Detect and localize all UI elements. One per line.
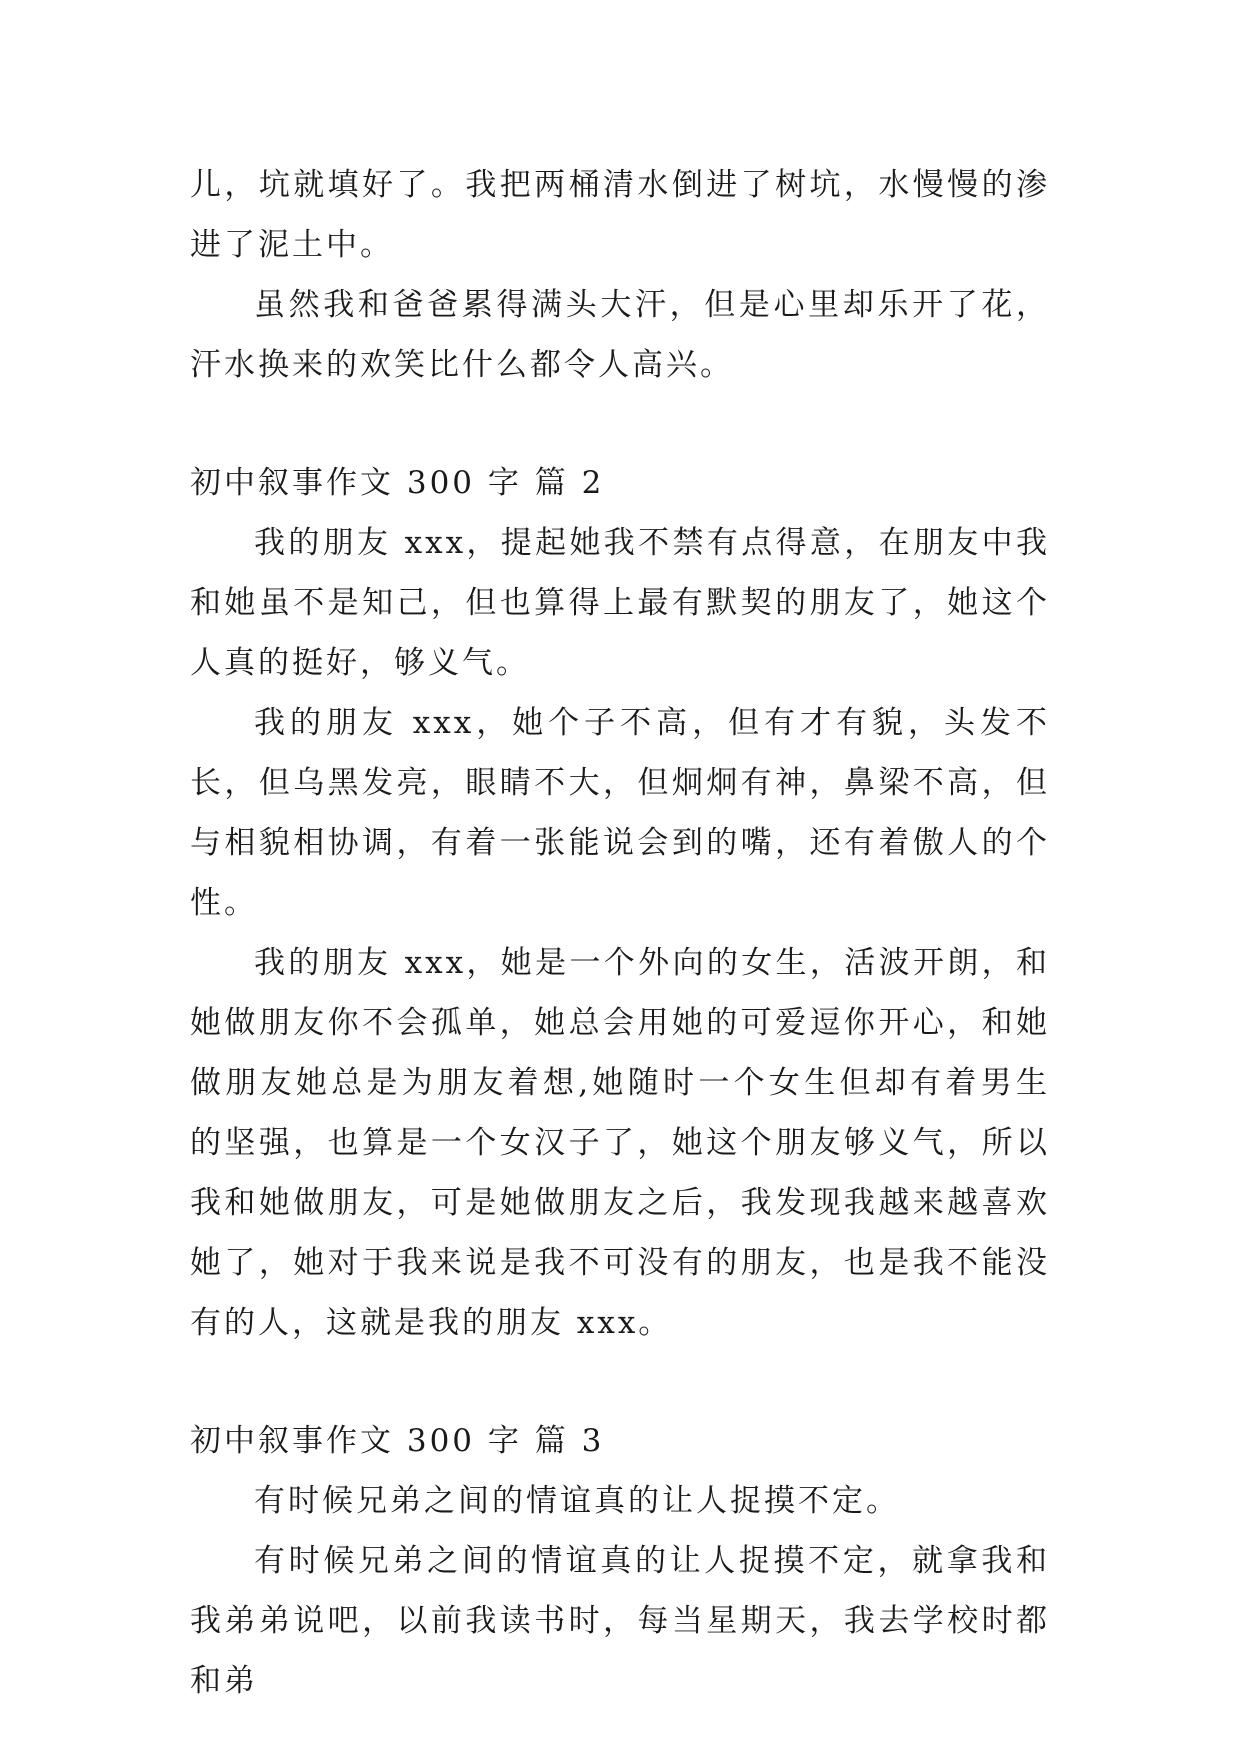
section-heading-3: 初中叙事作文 300 字 篇 3: [190, 1423, 605, 1459]
paragraph: 有时候兄弟之间的情谊真的让人捉摸不定。: [254, 1483, 900, 1519]
paragraph: 我的朋友 xxx，提起她我不禁有点得意，在朋友中我和她虽不是知己，但也算得上最有默契的朋友了，她这个人真的挺好，够义气。: [190, 525, 1050, 681]
document-body: [190, 155, 1050, 1711]
paragraph: 我的朋友 xxx，她个子不高，但有才有貌，头发不长，但乌黑发亮，眼睛不大，但炯炯有神，鼻梁不高，但与相貌相协调，有着一张能说会到的嘴，还有着傲人的个性。: [190, 705, 1050, 921]
paragraph: 我的朋友 xxx，她是一个外向的女生，活波开朗，和她做朋友你不会孤单，她总会用她的可爱逗你开心，和她做朋友她总是为朋友着想,她随时一个女生但却有着男生的坚强，也算是一个女汉子了，她这个朋友够义气，所以我和她做朋友，可是她做朋友之后，我发现我越来越喜欢她了，她对于我来说是我不可没有的朋友，也是我不能没有的人，这就是我的朋友 xxx。: [190, 945, 1050, 1341]
paragraph: 虽然我和爸爸累得满头大汗，但是心里却乐开了花，汗水换来的欢笑比什么都令人高兴。: [190, 287, 1050, 383]
paragraph: 有时候兄弟之间的情谊真的让人捉摸不定，就拿我和我弟弟说吧，以前我读书时，每当星期天，我去学校时都和弟: [190, 1543, 1050, 1699]
section-heading-2: 初中叙事作文 300 字 篇 2: [190, 465, 605, 501]
paragraph: 儿，坑就填好了。我把两桶清水倒进了树坑，水慢慢的渗进了泥土中。: [190, 167, 1050, 263]
